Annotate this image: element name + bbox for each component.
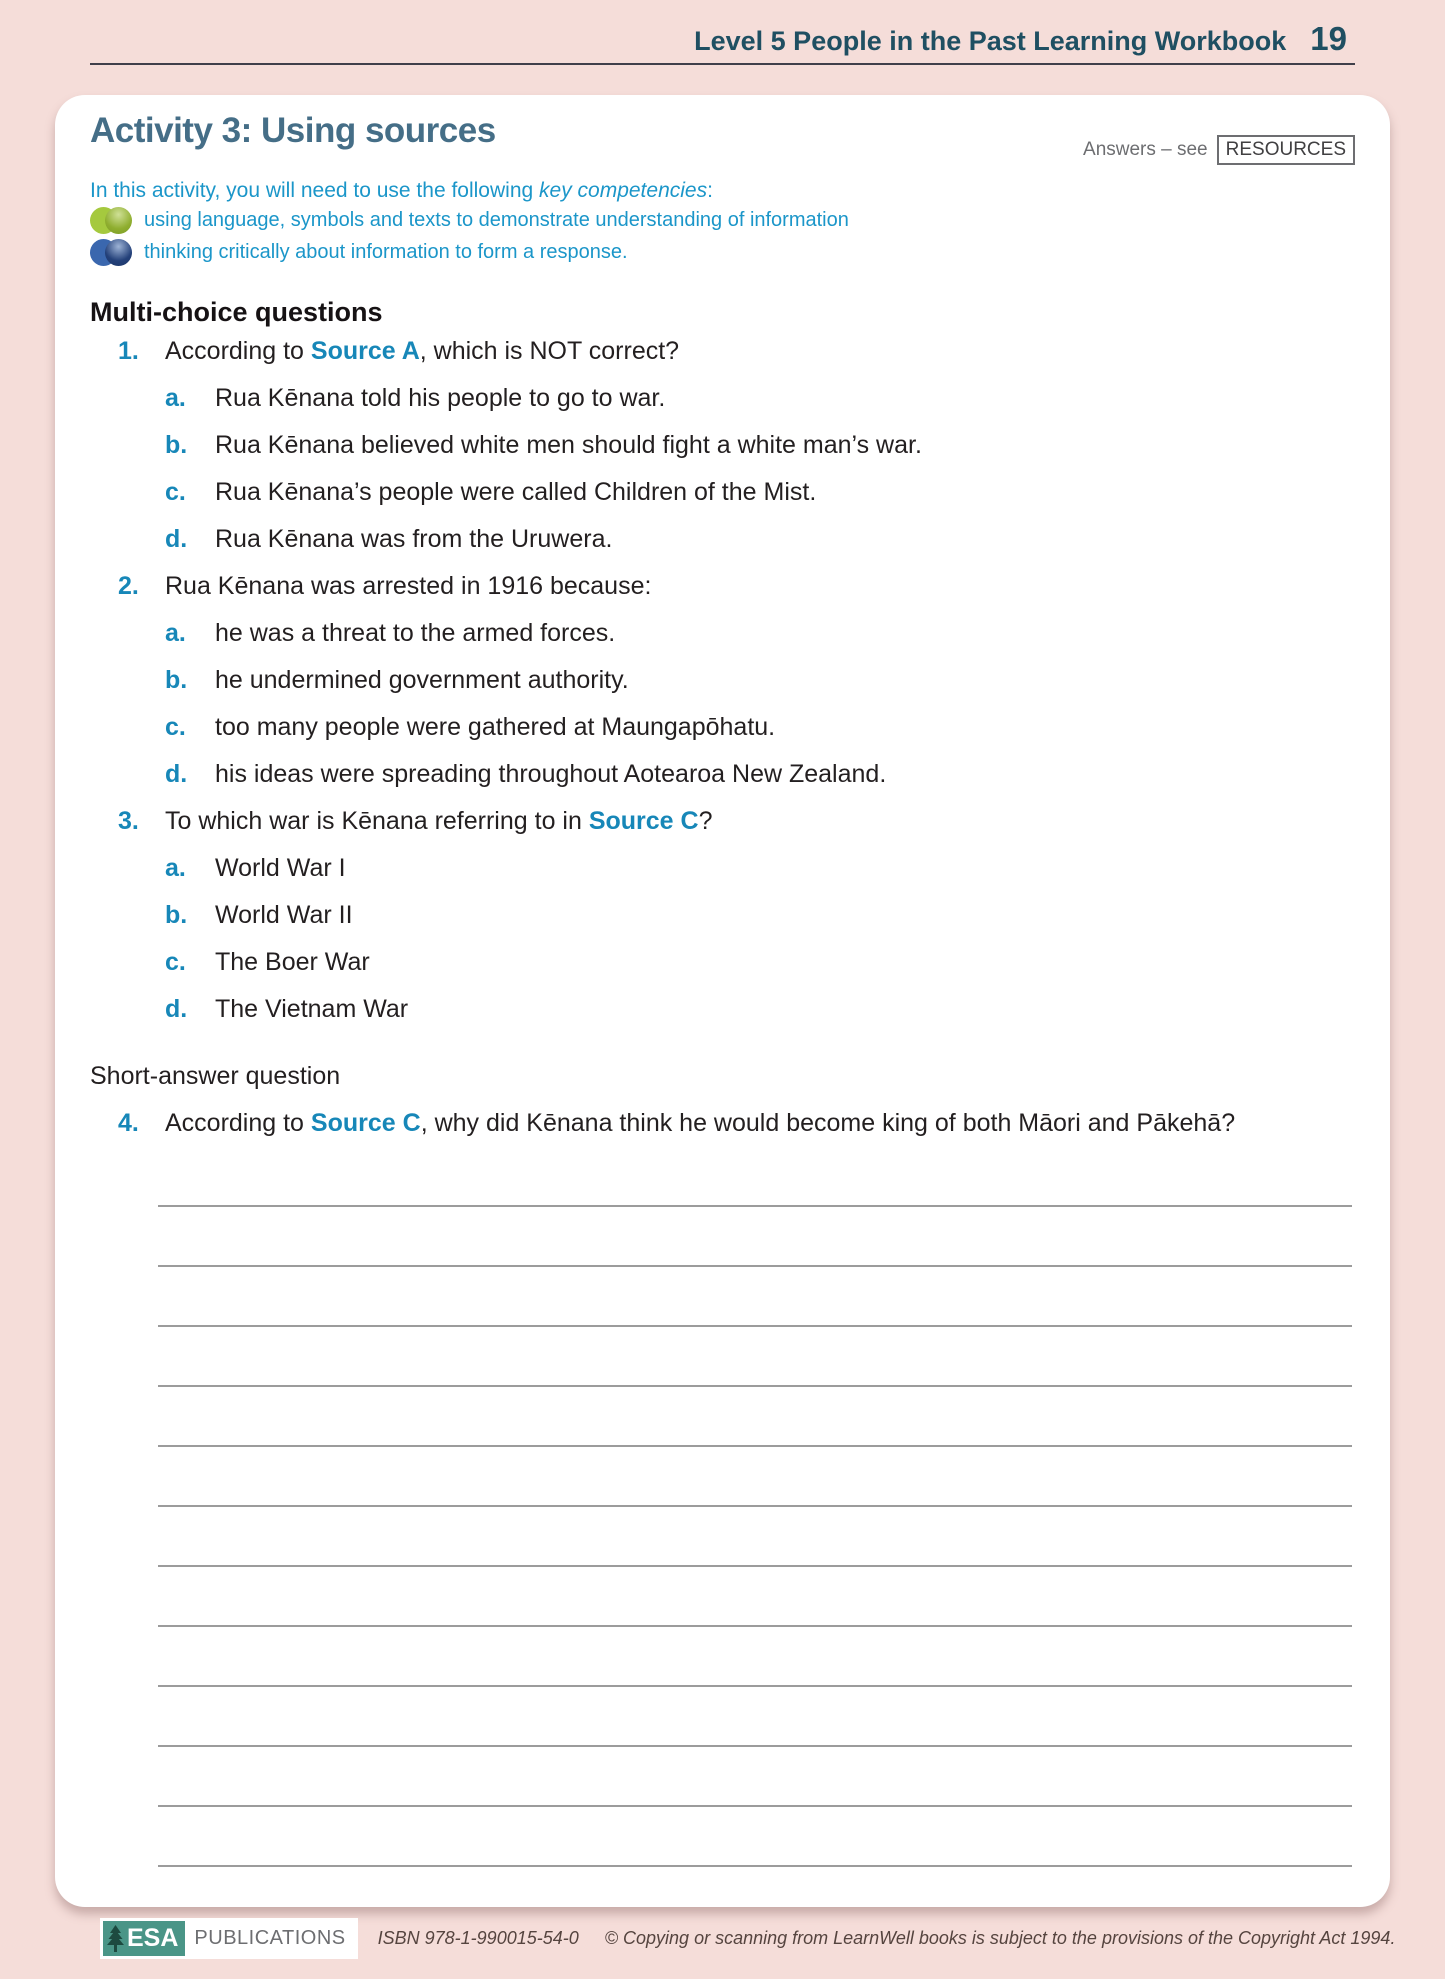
option-text: The Boer War: [215, 948, 370, 977]
short-answer-heading: Short-answer question: [90, 1062, 341, 1091]
copyright-notice: © Copying or scanning from LearnWell books is subject to the provisions of the Copyright Act 1994.: [604, 1928, 1396, 1948]
answer-line[interactable]: [158, 1567, 1352, 1627]
tree-icon: [107, 1925, 124, 1952]
isbn: ISBN 978-1-990015-54-0: [377, 1928, 579, 1948]
activity-card-header: [90, 111, 1355, 165]
answer-line[interactable]: [158, 1507, 1352, 1567]
intro-prefix: In this activity, you will need to use the following: [90, 179, 540, 202]
question-4: [90, 1100, 1355, 1147]
answer-line[interactable]: [158, 1627, 1352, 1687]
question-2-option-a: [90, 610, 1355, 657]
question-3-option-d: [90, 986, 1355, 1033]
page-header: [694, 20, 1347, 58]
intro-line: [90, 179, 1355, 203]
option-text: he was a threat to the armed forces.: [215, 619, 616, 648]
question-text: To which war is Kēnana referring to in Source C?: [165, 807, 713, 836]
answer-line[interactable]: [158, 1147, 1352, 1207]
option-letter: a.: [165, 854, 186, 883]
option-text: World War II: [215, 901, 353, 930]
intro-suffix: :: [707, 179, 713, 202]
option-text: Rua Kēnana’s people were called Children of the Mist.: [215, 478, 817, 507]
option-letter: d.: [165, 525, 188, 554]
source-ref: Source C: [310, 1109, 421, 1138]
resources-label: RESOURCES: [1217, 135, 1355, 165]
answers-note-text: Answers – see: [1083, 139, 1208, 160]
page-number: 19: [1310, 20, 1347, 57]
option-letter: b.: [165, 666, 188, 695]
option-letter: d.: [165, 760, 188, 789]
answer-lines: [90, 1147, 1355, 1867]
option-letter: c.: [165, 478, 186, 507]
question-number: 1.: [118, 337, 139, 366]
option-letter: c.: [165, 713, 186, 742]
source-ref: Source A: [310, 337, 420, 366]
competency-text: thinking critically about information to form a response.: [144, 240, 628, 263]
answer-line[interactable]: [158, 1687, 1352, 1747]
option-text: he undermined government authority.: [215, 666, 629, 695]
option-letter: a.: [165, 619, 186, 648]
question-2: [90, 563, 1355, 610]
question-3-option-a: [90, 845, 1355, 892]
question-number: 3.: [118, 807, 139, 836]
answer-line[interactable]: [158, 1267, 1352, 1327]
question-text: According to Source C, why did Kēnana think he would become king of both Māori and Pākehā?: [165, 1109, 1236, 1138]
publications-logo-text: PUBLICATIONS: [194, 1927, 346, 1949]
option-letter: d.: [165, 995, 188, 1024]
source-ref: Source C: [588, 807, 699, 836]
question-number: 4.: [118, 1109, 139, 1138]
question-3-option-c: [90, 939, 1355, 986]
answer-line[interactable]: [158, 1447, 1352, 1507]
answer-line[interactable]: [158, 1387, 1352, 1447]
blue-overlapping-circles-icon: [90, 239, 132, 266]
question-3: [90, 798, 1355, 845]
activity-title: Activity 3: Using sources: [90, 111, 496, 150]
multi-choice-heading: Multi-choice questions: [90, 297, 383, 327]
activity-card: [55, 95, 1390, 1907]
question-1: [90, 328, 1355, 375]
question-3-option-b: [90, 892, 1355, 939]
question-2-option-d: [90, 751, 1355, 798]
answer-line[interactable]: [158, 1207, 1352, 1267]
option-letter: c.: [165, 948, 186, 977]
intro-italic: key competencies: [539, 179, 708, 202]
option-text: Rua Kēnana believed white men should fight a white man’s war.: [215, 431, 922, 460]
option-letter: a.: [165, 384, 186, 413]
option-text: The Vietnam War: [215, 995, 409, 1024]
option-letter: b.: [165, 431, 188, 460]
option-text: too many people were gathered at Maungapōhatu.: [215, 713, 776, 742]
answers-note: [1083, 135, 1355, 165]
footer-text: [378, 1928, 1396, 1949]
question-1-option-c: [90, 469, 1355, 516]
competency-item: [90, 205, 1355, 235]
question-2-option-b: [90, 657, 1355, 704]
page-footer: [100, 1918, 1395, 1959]
header-rule: [90, 63, 1355, 65]
answer-line[interactable]: [158, 1327, 1352, 1387]
esa-logo-text: ESA: [127, 1924, 179, 1952]
question-number: 2.: [118, 572, 139, 601]
esa-logo-box: [103, 1921, 185, 1956]
option-text: World War I: [215, 854, 346, 883]
green-overlapping-circles-icon: [90, 207, 132, 234]
competency-item: [90, 237, 1355, 267]
answer-line[interactable]: [158, 1747, 1352, 1807]
question-2-option-c: [90, 704, 1355, 751]
answer-line[interactable]: [158, 1807, 1352, 1867]
option-text: his ideas were spreading throughout Aotearoa New Zealand.: [215, 760, 887, 789]
esa-publications-logo: [100, 1918, 358, 1959]
question-1-option-a: [90, 375, 1355, 422]
question-1-option-d: [90, 516, 1355, 563]
option-text: Rua Kēnana was from the Uruwera.: [215, 525, 613, 554]
option-letter: b.: [165, 901, 188, 930]
question-text: Rua Kēnana was arrested in 1916 because:: [165, 572, 652, 601]
question-text: According to Source A, which is NOT correct?: [165, 337, 680, 366]
question-1-option-b: [90, 422, 1355, 469]
book-title: Level 5 People in the Past Learning Workbook: [694, 26, 1287, 56]
competency-text: using language, symbols and texts to demonstrate understanding of information: [144, 208, 849, 231]
option-text: Rua Kēnana told his people to go to war.: [215, 384, 666, 413]
